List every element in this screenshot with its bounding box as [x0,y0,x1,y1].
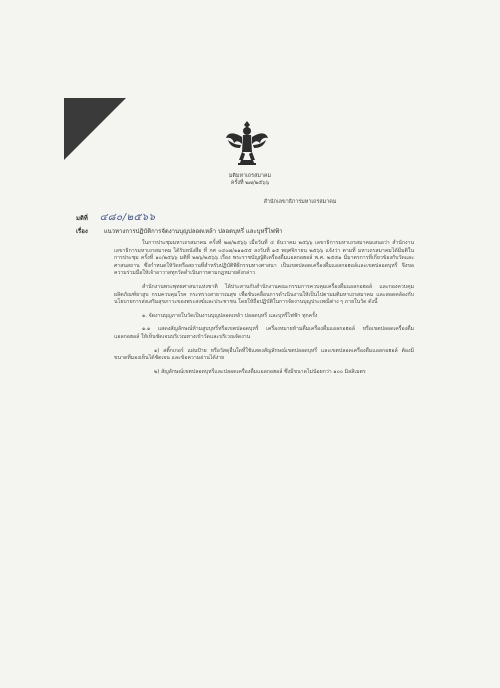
subject-label: เรื่อง [76,228,88,235]
corner-fold-mark [64,98,126,160]
resolution-number-label: มติที่ [76,215,88,222]
resolution-number-row [76,210,155,225]
office-name: สำนักเลขาธิการมหาเถรสมาคม [263,199,337,205]
subject-text: แนวทางการปฏิบัติการจัดงานบุญปลอดเหล้า ปลอดบุหรี่ และบุหรี่ไฟฟ้า [103,228,283,235]
document-body [114,240,414,382]
body-paragraph: ๑) สติ๊กเกอร์ แผ่นป้าย หรือวัสดุอื่นใดที่ใช้แสดงสัญลักษณ์เขตปลอดบุหรี่ และเขตปลอดเครื่องดื่มแอลกอฮอล์ ต้องมีขนาดที่มองเห็นได้ชัดเจน และข้อความอ่านได้ง่าย [114,347,414,362]
resolution-number-handwritten: ๔๘๐/๒๕๖๖ [99,212,156,223]
session-number: ครั้งที่ ๒๗/๒๕๖๖ [230,180,270,186]
garuda-emblem-icon [224,118,270,168]
issuer-title: มติมหาเถรสมาคม [228,173,272,179]
body-paragraph: ๑.๑ แสดงสัญลักษณ์ห้ามสูบบุหรี่หรือเขตปลอดบุหรี่ เครื่องหมายห้ามดื่มเครื่องดื่มแอลกอฮอล์ หรือเขตปลอดเครื่องดื่มแอลกอฮอล์ ให้เห็นชัดเจนบริเวณทางเข้าวัดและบริเวณจัดงาน [114,326,414,340]
body-paragraph: สำนักงานพระพุทธศาสนาแห่งชาติ ได้ประสานกับสำนักงานคณะกรรมการควบคุมเครื่องดื่มแอลกอฮอล์ และกองควบคุมผลิตภัณฑ์ยาสูบ กรมควบคุมโรค กระทรวงสาธารณสุข เพื่อขับเคลื่อนการดำเนินงานให้เป็นไปตามมติมหาเถรสมาคม และสอดคล้องกับนโยบายการส่งเสริมสุขภาวะของพระสงฆ์และประชาชน โดยให้ถือปฏิบัติในการจัดงานบุญประเพณีต่าง ๆ ภายในวัด ดังนี้ [114,283,414,306]
body-paragraph: ๒) สัญลักษณ์เขตปลอดบุหรี่และปลอดเครื่องดื่มแอลกอฮอล์ ซึ่งมีขนาดไม่น้อยกว่า ๑๐๐ มิลลิเมตร [154,368,366,375]
subject-row [76,226,283,236]
body-paragraph: ๑. จัดงานบุญภายในวัดเป็นงานบุญปลอดเหล้า ปลอดบุหรี่ และบุหรี่ไฟฟ้า ทุกครั้ง [142,312,318,319]
body-paragraph: ในการประชุมมหาเถรสมาคม ครั้งที่ ๒๗/๒๕๖๖ เมื่อวันที่ ๔ ธันวาคม ๒๕๖๖ เลขาธิการมหาเถรสมาคมเสนอว่า สำนักงานเลขาธิการมหาเถรสมาคม ได้รับหนังสือ ที่ กศ ๐๔๐๗/๑๑๑๕๕ ลงวันที่ ๑๕ พฤศจิกายน ๒๕๖๖ แจ้งว่า ตามที่ มหาเถรสมาคมได้มีมติในการประชุม ครั้งที่ ๑๐/๒๕๖๖ มติที่ ๒๒๖/๒๕๖๖ เรื่อง พระราชบัญญัติเครื่องดื่มแอลกอฮอล์ พ.ศ. ๒๕๕๑ มีมาตรการที่เกี่ยวข้องกับวัดและศาสนสถาน ซึ่งกำหนดให้วัดหรือสถานที่สำหรับปฏิบัติพิธีกรรมทางศาสนา เป็นเขตปลอดเครื่องดื่มแอลกอฮอล์และเขตปลอดบุหรี่ จึงขอความร่วมมือให้เจ้าอาวาสทุกวัดดำเนินการตามกฎหมายดังกล่าว [114,240,414,277]
